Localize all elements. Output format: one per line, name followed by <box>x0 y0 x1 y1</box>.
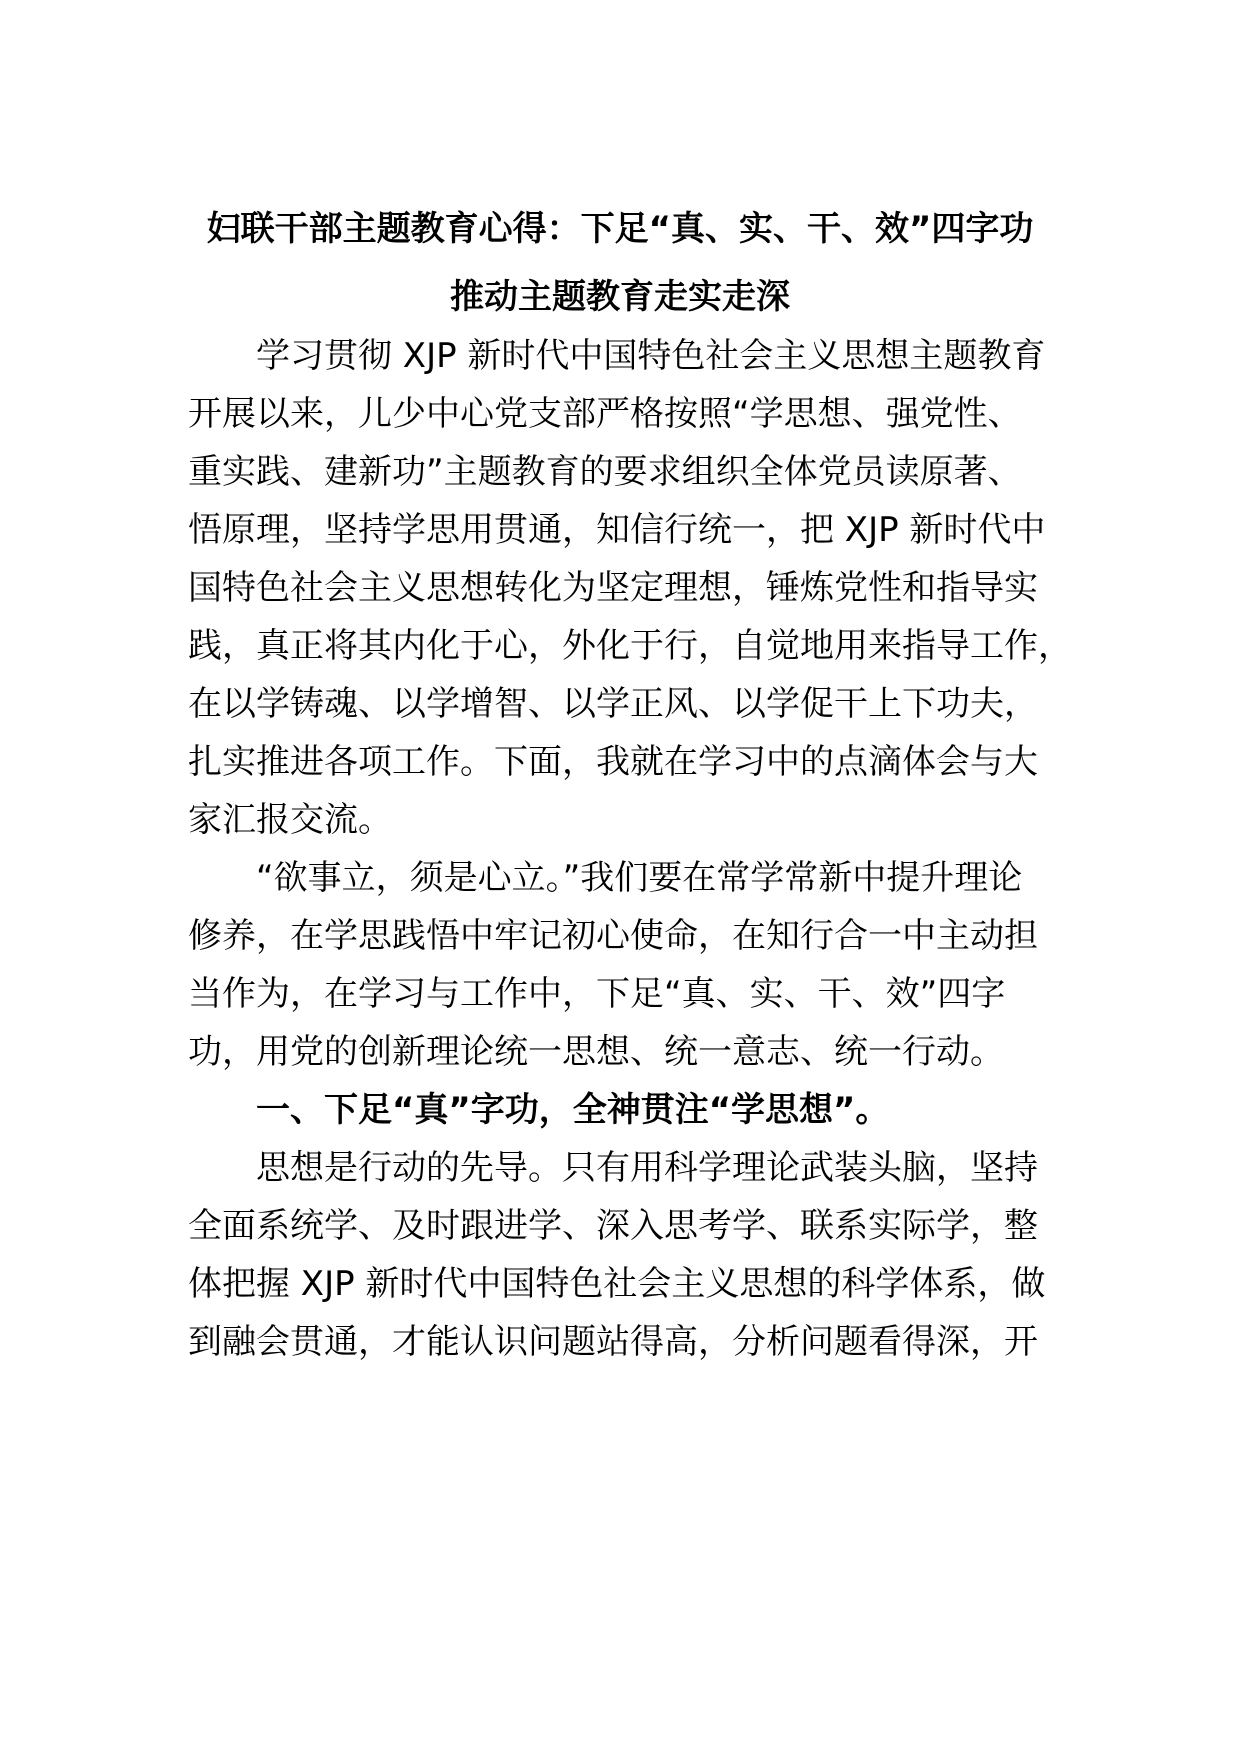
paragraph-3-line-3: 体把握 XJP 新时代中国特色社会主义思想的科学体系，做 <box>188 1264 1046 1304</box>
paragraph-1-line-7: 在以学铸魂、以学增智、以学正风、以学促干上下功夫， <box>188 684 1038 724</box>
paragraph-3-line-2: 全面系统学、及时跟进学、深入思考学、联系实际学，整 <box>188 1206 1038 1246</box>
section-1-heading: 一、下足“真”字功，全神贯注“学思想”。 <box>256 1090 890 1130</box>
paragraph-2-line-2: 修养，在学思践悟中牢记初心使命，在知行合一中主动担 <box>188 916 1038 956</box>
paragraph-2-line-4: 功，用党的创新理论统一思想、统一意志、统一行动。 <box>188 1032 1004 1072</box>
paragraph-2-line-3: 当作为，在学习与工作中，下足“真、实、干、效”四字 <box>188 974 1006 1014</box>
paragraph-2-line-1: “欲事立，须是心立。”我们要在常学常新中提升理论 <box>256 858 1023 898</box>
paragraph-1-line-6: 践，真正将其内化于心，外化于行，自觉地用来指导工作， <box>188 626 1072 666</box>
paragraph-3-line-1: 思想是行动的先导。只有用科学理论武装头脑，坚持 <box>256 1148 1038 1188</box>
paragraph-3-line-4: 到融会贯通，才能认识问题站得高，分析问题看得深，开 <box>188 1322 1038 1362</box>
paragraph-1-line-1: 学习贯彻 XJP 新时代中国特色社会主义思想主题教育 <box>256 336 1046 376</box>
paragraph-1-line-8: 扎实推进各项工作。下面，我就在学习中的点滴体会与大 <box>188 742 1038 782</box>
paragraph-1-line-9: 家汇报交流。 <box>188 800 392 840</box>
document-title-line-1: 妇联干部主题教育心得：下足“真、实、干、效”四字功 <box>206 209 1034 249</box>
paragraph-1-line-5: 国特色社会主义思想转化为坚定理想，锤炼党性和指导实 <box>188 568 1038 608</box>
paragraph-1-line-4: 悟原理，坚持学思用贯通，知信行统一，把 XJP 新时代中 <box>188 510 1046 550</box>
paragraph-1-line-2: 开展以来，儿少中心党支部严格按照“学思想、强党性、 <box>188 394 1022 434</box>
document-title-line-2: 推动主题教育走实走深 <box>450 277 790 317</box>
paragraph-1-line-3: 重实践、建新功”主题教育的要求组织全体党员读原著、 <box>188 452 1022 492</box>
